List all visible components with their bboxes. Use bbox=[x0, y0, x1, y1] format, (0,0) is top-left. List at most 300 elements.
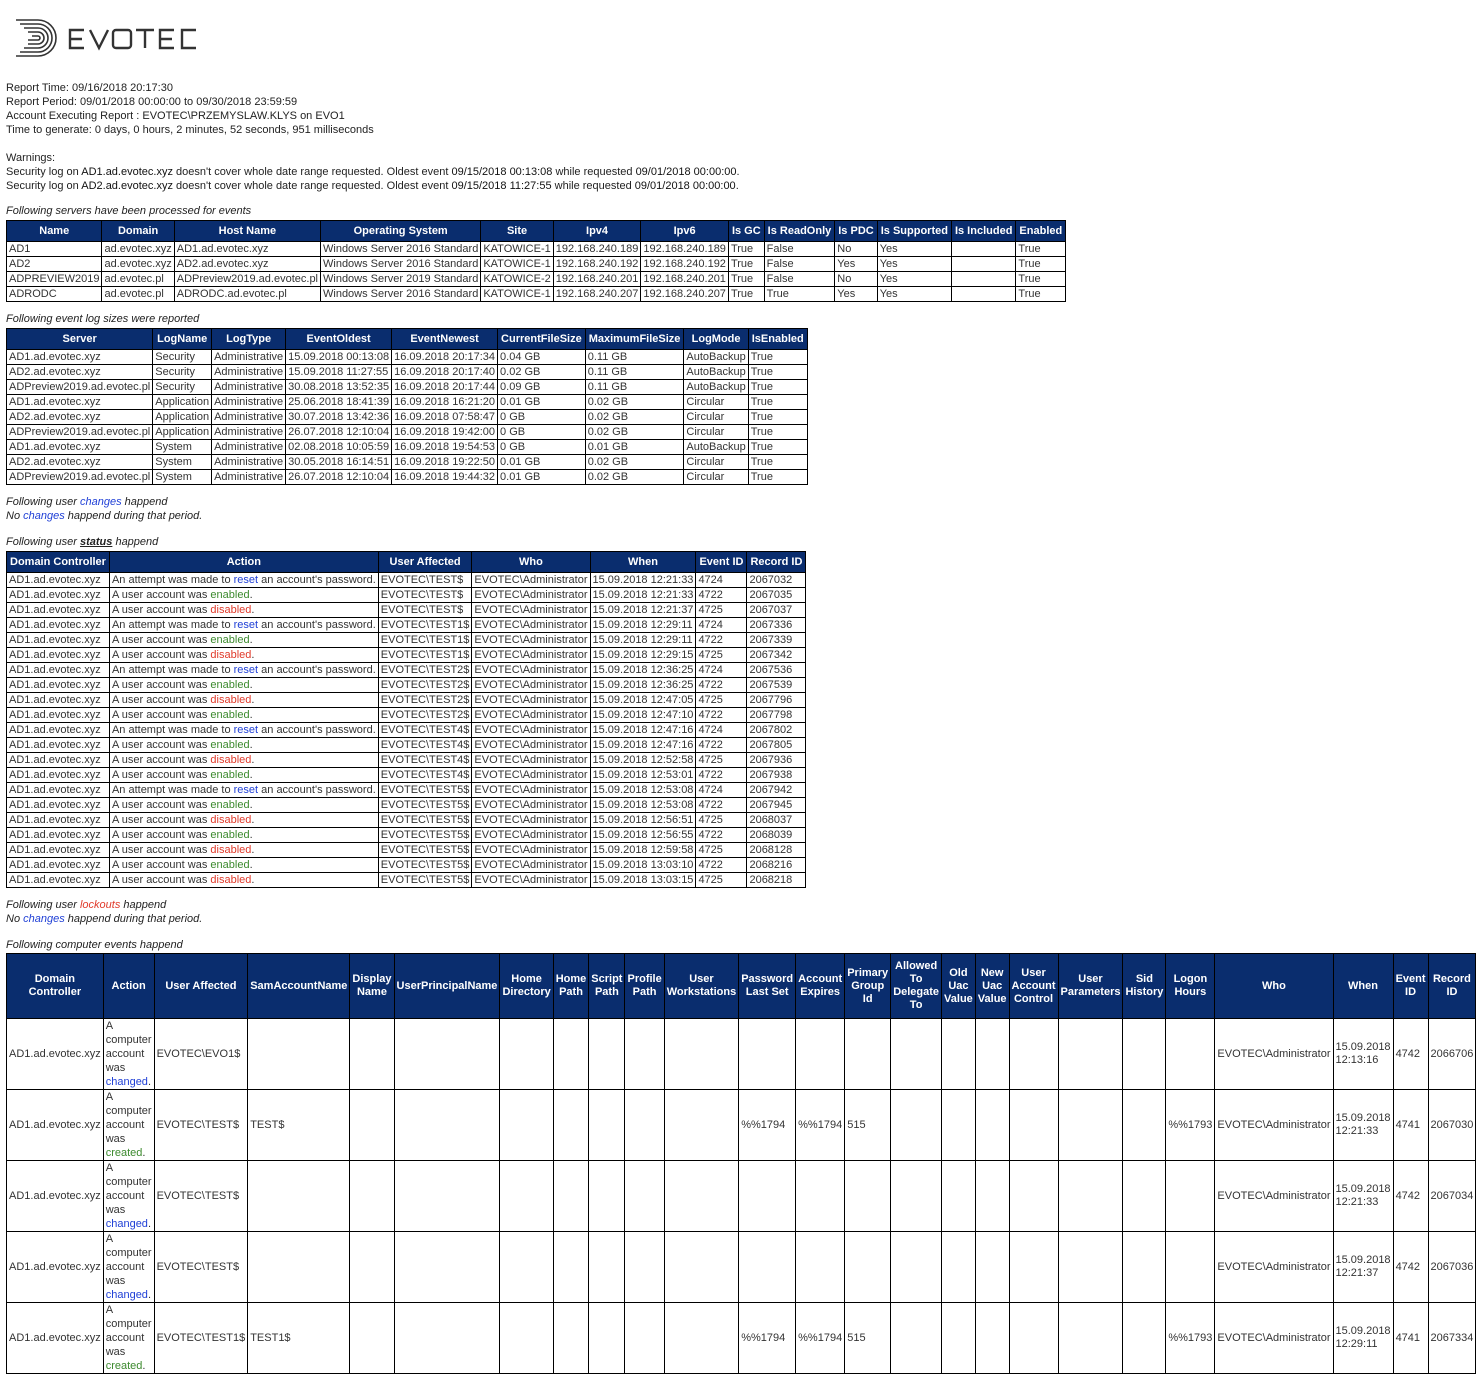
cell-user: EVOTEC\TEST2$ bbox=[378, 708, 472, 723]
cell-script-path bbox=[589, 1303, 625, 1374]
cell-is-gc: True bbox=[728, 287, 764, 302]
cell-event: 4722 bbox=[696, 588, 747, 603]
column-header-domain[interactable]: Domain bbox=[102, 221, 174, 242]
cell-record-id: 2067036 bbox=[1428, 1232, 1476, 1303]
cell-userprincipalname bbox=[394, 1303, 500, 1374]
cell-when: 15.09.2018 12:47:10 bbox=[590, 708, 696, 723]
column-header-eventoldest[interactable]: EventOldest bbox=[286, 329, 392, 350]
cell-who: EVOTEC\Administrator bbox=[472, 843, 590, 858]
cell-eventnewest: 16.09.2018 19:42:00 bbox=[392, 425, 498, 440]
column-header-event-id[interactable]: Event ID bbox=[1393, 954, 1428, 1019]
cell-currentfilesize: 0.09 GB bbox=[498, 380, 586, 395]
cell-record-id: 2067030 bbox=[1428, 1090, 1476, 1161]
column-header-user-parameters[interactable]: User Parameters bbox=[1058, 954, 1123, 1019]
cell-action: An attempt was made to reset an account's password. bbox=[109, 723, 378, 738]
cell-sid-history bbox=[1123, 1161, 1166, 1232]
cell-who: EVOTEC\Administrator bbox=[472, 723, 590, 738]
cell-site: KATOWICE-1 bbox=[481, 287, 553, 302]
column-header-maximumfilesize[interactable]: MaximumFileSize bbox=[585, 329, 684, 350]
cell-eventnewest: 16.09.2018 20:17:40 bbox=[392, 365, 498, 380]
column-header-when[interactable]: When bbox=[590, 552, 696, 573]
cell-when: 15.09.2018 12:56:51 bbox=[590, 813, 696, 828]
cell-isenabled: True bbox=[748, 425, 807, 440]
cell-domain-controller: AD1.ad.evotec.xyz bbox=[7, 1019, 104, 1090]
column-header-user-affected[interactable]: User Affected bbox=[154, 954, 248, 1019]
cell-record: 2067796 bbox=[747, 693, 806, 708]
cell-server: ADPreview2019.ad.evotec.pl bbox=[7, 380, 153, 395]
cell-sid-history bbox=[1123, 1232, 1166, 1303]
cell-samaccountname: TEST1$ bbox=[248, 1303, 350, 1374]
table-row bbox=[7, 455, 808, 470]
column-header-user-affected[interactable]: User Affected bbox=[378, 552, 472, 573]
cell-record: 2067936 bbox=[747, 753, 806, 768]
cell-maximumfilesize: 0.02 GB bbox=[585, 425, 684, 440]
cell-event: 4724 bbox=[696, 663, 747, 678]
cell-name: AD1 bbox=[7, 242, 102, 257]
cell-is-readonly: False bbox=[764, 257, 835, 272]
column-header-domain-controller[interactable]: Domain Controller bbox=[7, 954, 104, 1019]
cell-server: AD2.ad.evotec.xyz bbox=[7, 410, 153, 425]
table-row bbox=[7, 1090, 1476, 1161]
cell-user: EVOTEC\TEST2$ bbox=[378, 693, 472, 708]
column-header-samaccountname[interactable]: SamAccountName bbox=[248, 954, 350, 1019]
cell-domain: ad.evotec.pl bbox=[102, 272, 174, 287]
column-header-server[interactable]: Server bbox=[7, 329, 153, 350]
column-header-old-uac-value[interactable]: Old Uac Value bbox=[942, 954, 976, 1019]
cell-logon-hours bbox=[1166, 1019, 1215, 1090]
cell-currentfilesize: 0.01 GB bbox=[498, 455, 586, 470]
cell-event: 4725 bbox=[696, 753, 747, 768]
cell-eventoldest: 30.08.2018 13:52:35 bbox=[286, 380, 392, 395]
cell-userprincipalname bbox=[394, 1090, 500, 1161]
cell-user-workstations bbox=[664, 1303, 738, 1374]
cell-who: EVOTEC\Administrator bbox=[1215, 1019, 1333, 1090]
cell-domain-controller: AD1.ad.evotec.xyz bbox=[7, 678, 110, 693]
column-header-ipv6[interactable]: Ipv6 bbox=[641, 221, 729, 242]
cell-isenabled: True bbox=[748, 455, 807, 470]
cell-logmode: Circular bbox=[684, 425, 748, 440]
cell-site: KATOWICE-1 bbox=[481, 242, 553, 257]
cell-host-name: AD1.ad.evotec.xyz bbox=[174, 242, 320, 257]
cell-new-uac-value bbox=[975, 1090, 1009, 1161]
cell-user: EVOTEC\TEST4$ bbox=[378, 723, 472, 738]
cell-domain-controller: AD1.ad.evotec.xyz bbox=[7, 873, 110, 888]
cell-domain: ad.evotec.xyz bbox=[102, 242, 174, 257]
cell-logmode: Circular bbox=[684, 470, 748, 485]
column-header-who[interactable]: Who bbox=[472, 552, 590, 573]
cell-is-supported: Yes bbox=[877, 257, 951, 272]
column-header-ipv4[interactable]: Ipv4 bbox=[553, 221, 641, 242]
cell-action: A user account was enabled. bbox=[109, 738, 378, 753]
cell-domain-controller: AD1.ad.evotec.xyz bbox=[7, 783, 110, 798]
cell-user-affected: EVOTEC\TEST$ bbox=[154, 1090, 248, 1161]
column-header-operating-system[interactable]: Operating System bbox=[321, 221, 481, 242]
cell-operating-system: Windows Server 2016 Standard bbox=[321, 287, 481, 302]
action-keyword: reset bbox=[233, 664, 259, 676]
column-header-eventnewest[interactable]: EventNewest bbox=[392, 329, 498, 350]
cell-user: EVOTEC\TEST$ bbox=[378, 573, 472, 588]
cell-user: EVOTEC\TEST5$ bbox=[378, 858, 472, 873]
table-row bbox=[7, 723, 806, 738]
column-header-logmode[interactable]: LogMode bbox=[684, 329, 748, 350]
cell-is-readonly: True bbox=[764, 287, 835, 302]
cell-is-readonly: False bbox=[764, 272, 835, 287]
cell-action: A computer account was changed. bbox=[103, 1232, 154, 1303]
cell-action: An attempt was made to reset an account's password. bbox=[109, 618, 378, 633]
cell-user-workstations bbox=[664, 1019, 738, 1090]
action-keyword: disabled bbox=[210, 874, 252, 886]
column-header-site[interactable]: Site bbox=[481, 221, 553, 242]
column-header-user-account-control[interactable]: User Account Control bbox=[1009, 954, 1058, 1019]
warning-line: Security log on AD2.ad.evotec.xyz doesn't cover whole date range requested. Oldest event 09/15/2018 11:27:55 while requested 09/01/2018 00:00:00. bbox=[6, 180, 739, 192]
cell-eventnewest: 16.09.2018 20:17:34 bbox=[392, 350, 498, 365]
action-keyword: disabled bbox=[210, 604, 252, 616]
cell-home-path bbox=[553, 1303, 589, 1374]
table-row bbox=[7, 708, 806, 723]
table-row bbox=[7, 380, 808, 395]
column-header-event-id[interactable]: Event ID bbox=[696, 552, 747, 573]
cell-allowed-to-delegate-to bbox=[891, 1019, 942, 1090]
warning-line: Security log on AD1.ad.evotec.xyz doesn't cover whole date range requested. Oldest event 09/15/2018 00:13:08 while requested 09/01/2018 00:00:00. bbox=[6, 166, 740, 178]
cell-home-path bbox=[553, 1090, 589, 1161]
column-header-record-id[interactable]: Record ID bbox=[1428, 954, 1476, 1019]
column-header-password-last-set[interactable]: Password Last Set bbox=[739, 954, 796, 1019]
cell-display-name bbox=[350, 1232, 394, 1303]
cell-user-account-control bbox=[1009, 1019, 1058, 1090]
cell-password-last-set: %%1794 bbox=[739, 1090, 796, 1161]
cell-event: 4722 bbox=[696, 858, 747, 873]
cell-who: EVOTEC\Administrator bbox=[472, 573, 590, 588]
column-header-logtype[interactable]: LogType bbox=[212, 329, 286, 350]
cell-who: EVOTEC\Administrator bbox=[472, 663, 590, 678]
cell-user: EVOTEC\TEST5$ bbox=[378, 783, 472, 798]
cell-when: 15.09.2018 12:21:33 bbox=[590, 573, 696, 588]
cell-currentfilesize: 0 GB bbox=[498, 425, 586, 440]
column-header-when[interactable]: When bbox=[1333, 954, 1393, 1019]
cell-ipv6: 192.168.240.189 bbox=[641, 242, 729, 257]
cell-allowed-to-delegate-to bbox=[891, 1232, 942, 1303]
cell-account-expires bbox=[796, 1019, 845, 1090]
cell-display-name bbox=[350, 1303, 394, 1374]
logsizes-table bbox=[6, 328, 808, 485]
column-header-home-path[interactable]: Home Path bbox=[553, 954, 589, 1019]
cell-logtype: Administrative bbox=[212, 425, 286, 440]
generate-time-line: Time to generate: 0 days, 0 hours, 2 minutes, 52 seconds, 951 milliseconds bbox=[6, 124, 374, 136]
cell-operating-system: Windows Server 2016 Standard bbox=[321, 257, 481, 272]
cell-logtype: Administrative bbox=[212, 395, 286, 410]
cell-old-uac-value bbox=[942, 1303, 976, 1374]
action-keyword: changed bbox=[105, 1076, 148, 1088]
cell-user-workstations bbox=[664, 1232, 738, 1303]
column-header-new-uac-value[interactable]: New Uac Value bbox=[975, 954, 1009, 1019]
cell-when: 15.09.2018 12:21:33 bbox=[1333, 1090, 1393, 1161]
table-row bbox=[7, 1232, 1476, 1303]
cell-user-parameters bbox=[1058, 1090, 1123, 1161]
cell-is-supported: Yes bbox=[877, 287, 951, 302]
cell-action: A user account was disabled. bbox=[109, 813, 378, 828]
cell-allowed-to-delegate-to bbox=[891, 1090, 942, 1161]
table-row bbox=[7, 768, 806, 783]
column-header-action[interactable]: Action bbox=[103, 954, 154, 1019]
report-time-line: Report Time: 09/16/2018 20:17:30 bbox=[6, 82, 173, 94]
generate-time-value: 0 days, 0 hours, 2 minutes, 52 seconds, 951 milliseconds bbox=[94, 124, 374, 136]
cell-when: 15.09.2018 12:53:08 bbox=[590, 798, 696, 813]
cell-primary-group-id bbox=[845, 1161, 891, 1232]
cell-script-path bbox=[589, 1232, 625, 1303]
cell-who: EVOTEC\Administrator bbox=[472, 708, 590, 723]
cell-maximumfilesize: 0.02 GB bbox=[585, 395, 684, 410]
table-row bbox=[7, 873, 806, 888]
cell-user: EVOTEC\TEST5$ bbox=[378, 798, 472, 813]
cell-event: 4724 bbox=[696, 618, 747, 633]
cell-maximumfilesize: 0.01 GB bbox=[585, 440, 684, 455]
cell-user-workstations bbox=[664, 1090, 738, 1161]
cell-action: A computer account was changed. bbox=[103, 1019, 154, 1090]
cell-record: 2067805 bbox=[747, 738, 806, 753]
cell-when: 15.09.2018 12:29:15 bbox=[590, 648, 696, 663]
column-header-display-name[interactable]: Display Name bbox=[350, 954, 394, 1019]
cell-when: 15.09.2018 12:21:33 bbox=[1333, 1161, 1393, 1232]
cell-record: 2068037 bbox=[747, 813, 806, 828]
cell-maximumfilesize: 0.11 GB bbox=[585, 350, 684, 365]
table-row bbox=[7, 618, 806, 633]
cell-who: EVOTEC\Administrator bbox=[472, 828, 590, 843]
cell-logname: Application bbox=[153, 425, 212, 440]
cell-samaccountname bbox=[248, 1019, 350, 1090]
cell-account-expires bbox=[796, 1161, 845, 1232]
cell-script-path bbox=[589, 1090, 625, 1161]
cell-site: KATOWICE-1 bbox=[481, 257, 553, 272]
column-header-action[interactable]: Action bbox=[109, 552, 378, 573]
cell-eventnewest: 16.09.2018 19:44:32 bbox=[392, 470, 498, 485]
cell-samaccountname bbox=[248, 1232, 350, 1303]
column-header-host-name[interactable]: Host Name bbox=[174, 221, 320, 242]
cell-domain-controller: AD1.ad.evotec.xyz bbox=[7, 843, 110, 858]
cell-action: A computer account was created. bbox=[103, 1303, 154, 1374]
report-period-value: 09/01/2018 00:00:00 to 09/30/2018 23:59:59 bbox=[80, 96, 298, 108]
column-header-logname[interactable]: LogName bbox=[153, 329, 212, 350]
table-header-row bbox=[7, 221, 1066, 242]
cell-user: EVOTEC\TEST5$ bbox=[378, 813, 472, 828]
action-keyword: enabled bbox=[210, 709, 250, 721]
cell-when: 15.09.2018 12:29:11 bbox=[590, 618, 696, 633]
cell-user: EVOTEC\TEST2$ bbox=[378, 663, 472, 678]
column-header-domain-controller[interactable]: Domain Controller bbox=[7, 552, 110, 573]
cell-site: KATOWICE-2 bbox=[481, 272, 553, 287]
servers-table bbox=[6, 220, 1066, 302]
cell-action: A user account was disabled. bbox=[109, 648, 378, 663]
cell-record: 2068128 bbox=[747, 843, 806, 858]
cell-action: A computer account was changed. bbox=[103, 1161, 154, 1232]
cell-record: 2067342 bbox=[747, 648, 806, 663]
logsizes-caption: Following event log sizes were reported bbox=[6, 313, 200, 325]
cell-who: EVOTEC\Administrator bbox=[1215, 1090, 1333, 1161]
account-line: Account Executing Report : EVOTEC\PRZEMYSLAW.KLYS on EVO1 bbox=[6, 110, 345, 122]
cell-event: 4724 bbox=[696, 783, 747, 798]
cell-logtype: Administrative bbox=[212, 470, 286, 485]
cell-action: A user account was enabled. bbox=[109, 798, 378, 813]
cell-when: 15.09.2018 12:47:16 bbox=[590, 738, 696, 753]
cell-home-path bbox=[553, 1161, 589, 1232]
column-header-home-directory[interactable]: Home Directory bbox=[500, 954, 553, 1019]
cell-logtype: Administrative bbox=[212, 410, 286, 425]
cell-ipv4: 192.168.240.192 bbox=[553, 257, 641, 272]
cell-who: EVOTEC\Administrator bbox=[472, 813, 590, 828]
cell-name: AD2 bbox=[7, 257, 102, 272]
column-header-currentfilesize[interactable]: CurrentFileSize bbox=[498, 329, 586, 350]
column-header-profile-path[interactable]: Profile Path bbox=[625, 954, 664, 1019]
computer-events-caption: Following computer events happend bbox=[6, 939, 183, 951]
column-header-is-included[interactable]: Is Included bbox=[951, 221, 1015, 242]
cell-domain-controller: AD1.ad.evotec.xyz bbox=[7, 813, 110, 828]
column-header-script-path[interactable]: Script Path bbox=[589, 954, 625, 1019]
cell-samaccountname bbox=[248, 1161, 350, 1232]
column-header-who[interactable]: Who bbox=[1215, 954, 1333, 1019]
column-header-account-expires[interactable]: Account Expires bbox=[796, 954, 845, 1019]
column-header-isenabled[interactable]: IsEnabled bbox=[748, 329, 807, 350]
cell-display-name bbox=[350, 1161, 394, 1232]
action-keyword: changed bbox=[105, 1218, 148, 1230]
cell-action: An attempt was made to reset an account's password. bbox=[109, 573, 378, 588]
cell-event: 4722 bbox=[696, 678, 747, 693]
cell-logon-hours: %%1793 bbox=[1166, 1090, 1215, 1161]
cell-new-uac-value bbox=[975, 1303, 1009, 1374]
cell-logmode: AutoBackup bbox=[684, 350, 748, 365]
cell-record: 2067536 bbox=[747, 663, 806, 678]
cell-action: A user account was enabled. bbox=[109, 828, 378, 843]
cell-home-directory bbox=[500, 1303, 553, 1374]
table-row bbox=[7, 783, 806, 798]
cell-action: A user account was enabled. bbox=[109, 678, 378, 693]
cell-maximumfilesize: 0.02 GB bbox=[585, 455, 684, 470]
cell-domain-controller: AD1.ad.evotec.xyz bbox=[7, 663, 110, 678]
column-header-userprincipalname[interactable]: UserPrincipalName bbox=[394, 954, 500, 1019]
cell-ipv4: 192.168.240.189 bbox=[553, 242, 641, 257]
cell-who: EVOTEC\Administrator bbox=[472, 858, 590, 873]
cell-event: 4724 bbox=[696, 573, 747, 588]
cell-logname: Application bbox=[153, 395, 212, 410]
cell-samaccountname: TEST$ bbox=[248, 1090, 350, 1161]
column-header-record-id[interactable]: Record ID bbox=[747, 552, 806, 573]
cell-user: EVOTEC\TEST1$ bbox=[378, 648, 472, 663]
column-header-logon-hours[interactable]: Logon Hours bbox=[1166, 954, 1215, 1019]
cell-user-parameters bbox=[1058, 1161, 1123, 1232]
cell-allowed-to-delegate-to bbox=[891, 1161, 942, 1232]
cell-action: A user account was disabled. bbox=[109, 843, 378, 858]
cell-who: EVOTEC\Administrator bbox=[472, 603, 590, 618]
cell-event: 4725 bbox=[696, 843, 747, 858]
cell-logname: System bbox=[153, 455, 212, 470]
cell-eventnewest: 16.09.2018 07:58:47 bbox=[392, 410, 498, 425]
cell-record: 2067539 bbox=[747, 678, 806, 693]
column-header-enabled[interactable]: Enabled bbox=[1016, 221, 1066, 242]
cell-domain-controller: AD1.ad.evotec.xyz bbox=[7, 1090, 104, 1161]
action-keyword: reset bbox=[233, 784, 259, 796]
column-header-allowed-to-delegate-to[interactable]: Allowed To Delegate To bbox=[891, 954, 942, 1019]
cell-logname: Security bbox=[153, 380, 212, 395]
cell-host-name: ADPreview2019.ad.evotec.pl bbox=[174, 272, 320, 287]
cell-logname: System bbox=[153, 470, 212, 485]
table-row bbox=[7, 365, 808, 380]
cell-server: ADPreview2019.ad.evotec.pl bbox=[7, 470, 153, 485]
column-header-is-supported[interactable]: Is Supported bbox=[877, 221, 951, 242]
table-row bbox=[7, 272, 1066, 287]
cell-action: A user account was enabled. bbox=[109, 588, 378, 603]
cell-enabled: True bbox=[1016, 242, 1066, 257]
column-header-is-readonly[interactable]: Is ReadOnly bbox=[764, 221, 835, 242]
action-keyword: created bbox=[105, 1360, 143, 1372]
cell-account-expires: %%1794 bbox=[796, 1090, 845, 1161]
cell-logtype: Administrative bbox=[212, 365, 286, 380]
cell-record: 2067802 bbox=[747, 723, 806, 738]
table-row bbox=[7, 843, 806, 858]
cell-primary-group-id bbox=[845, 1019, 891, 1090]
cell-who: EVOTEC\Administrator bbox=[1215, 1303, 1333, 1374]
report-time-value: 09/16/2018 20:17:30 bbox=[72, 82, 173, 94]
cell-when: 15.09.2018 12:59:58 bbox=[590, 843, 696, 858]
column-header-is-pdc[interactable]: Is PDC bbox=[835, 221, 877, 242]
cell-is-gc: True bbox=[728, 272, 764, 287]
table-row bbox=[7, 603, 806, 618]
column-header-primary-group-id[interactable]: Primary Group Id bbox=[845, 954, 891, 1019]
cell-domain-controller: AD1.ad.evotec.xyz bbox=[7, 858, 110, 873]
cell-is-pdc: Yes bbox=[835, 257, 877, 272]
cell-action: A user account was enabled. bbox=[109, 633, 378, 648]
cell-display-name bbox=[350, 1090, 394, 1161]
cell-event: 4725 bbox=[696, 813, 747, 828]
action-keyword: disabled bbox=[210, 844, 252, 856]
cell-password-last-set: %%1794 bbox=[739, 1303, 796, 1374]
cell-enabled: True bbox=[1016, 257, 1066, 272]
cell-profile-path bbox=[625, 1303, 664, 1374]
cell-logname: Application bbox=[153, 410, 212, 425]
evotec-logo bbox=[14, 16, 204, 60]
cell-action: A user account was disabled. bbox=[109, 753, 378, 768]
column-header-sid-history[interactable]: Sid History bbox=[1123, 954, 1166, 1019]
cell-server: AD2.ad.evotec.xyz bbox=[7, 455, 153, 470]
cell-isenabled: True bbox=[748, 350, 807, 365]
action-keyword: enabled bbox=[210, 634, 250, 646]
cell-primary-group-id: 515 bbox=[845, 1090, 891, 1161]
cell-profile-path bbox=[625, 1019, 664, 1090]
cell-server: AD1.ad.evotec.xyz bbox=[7, 395, 153, 410]
cell-user-parameters bbox=[1058, 1232, 1123, 1303]
cell-user-affected: EVOTEC\EVO1$ bbox=[154, 1019, 248, 1090]
cell-user-affected: EVOTEC\TEST$ bbox=[154, 1232, 248, 1303]
cell-home-directory bbox=[500, 1090, 553, 1161]
cell-old-uac-value bbox=[942, 1232, 976, 1303]
cell-is-included bbox=[951, 242, 1015, 257]
table-header-row bbox=[7, 552, 806, 573]
cell-host-name: AD2.ad.evotec.xyz bbox=[174, 257, 320, 272]
column-header-name[interactable]: Name bbox=[7, 221, 102, 242]
cell-is-supported: Yes bbox=[877, 272, 951, 287]
cell-ipv6: 192.168.240.192 bbox=[641, 257, 729, 272]
cell-event-id: 4742 bbox=[1393, 1019, 1428, 1090]
cell-operating-system: Windows Server 2016 Standard bbox=[321, 242, 481, 257]
cell-userprincipalname bbox=[394, 1232, 500, 1303]
cell-user: EVOTEC\TEST5$ bbox=[378, 828, 472, 843]
cell-event-id: 4741 bbox=[1393, 1303, 1428, 1374]
column-header-user-workstations[interactable]: User Workstations bbox=[664, 954, 738, 1019]
column-header-is-gc[interactable]: Is GC bbox=[728, 221, 764, 242]
cell-logmode: Circular bbox=[684, 395, 748, 410]
cell-action: An attempt was made to reset an account's password. bbox=[109, 663, 378, 678]
cell-maximumfilesize: 0.11 GB bbox=[585, 380, 684, 395]
cell-record: 2067945 bbox=[747, 798, 806, 813]
cell-eventoldest: 02.08.2018 10:05:59 bbox=[286, 440, 392, 455]
table-row bbox=[7, 287, 1066, 302]
